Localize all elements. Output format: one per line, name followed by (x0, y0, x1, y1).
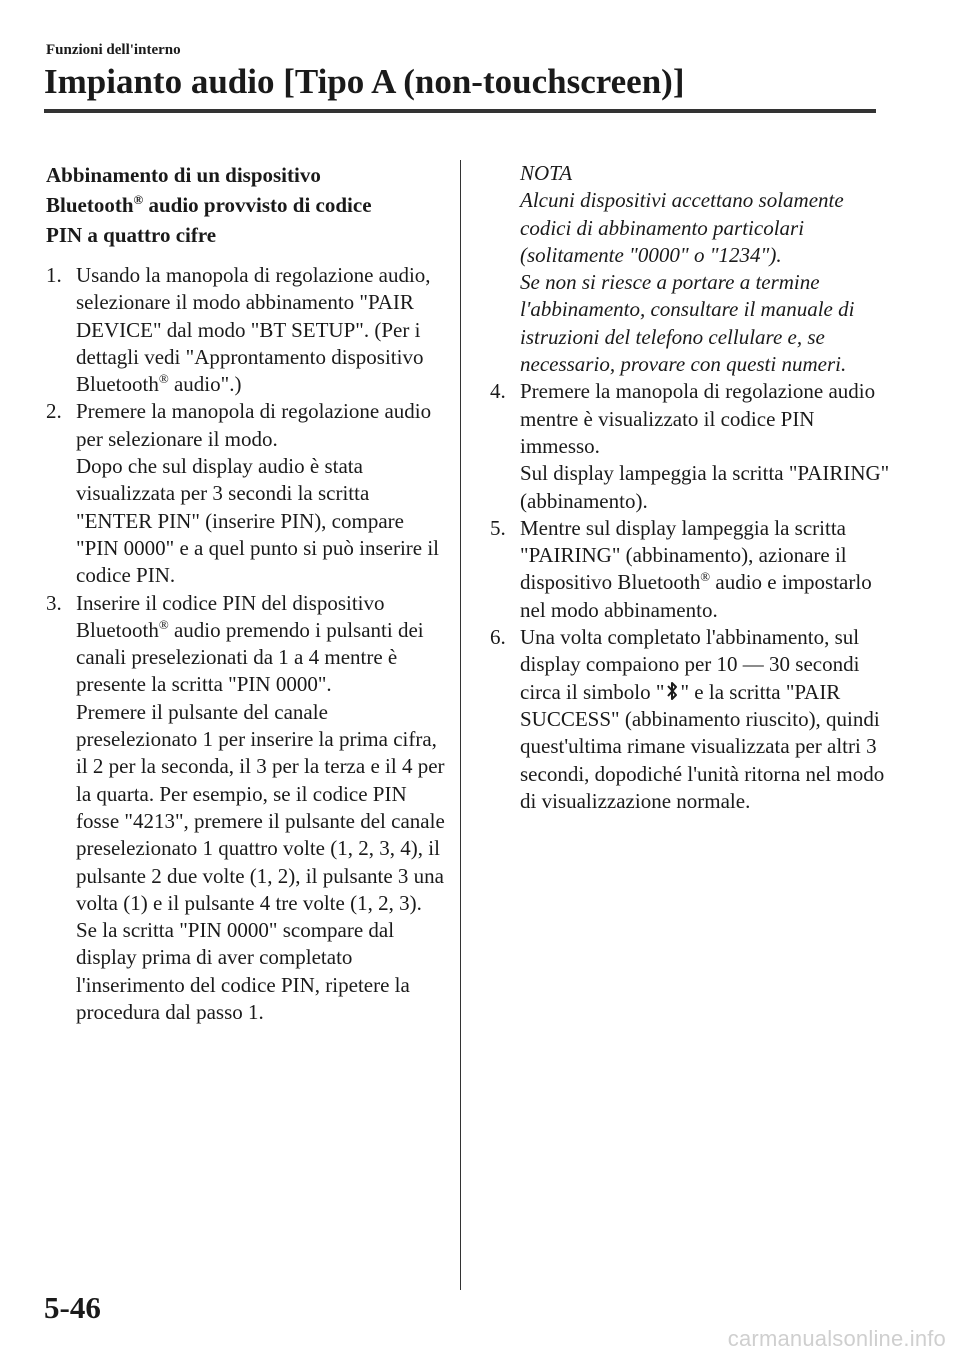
step-text: Premere la manopola di regolazione audio mentre è visualizzato il codice PIN immesso. (520, 379, 876, 458)
note-text: Alcuni dispositivi accettano solamente codici di abbinamento particolari (solitamente "0000" o "1234"). (520, 188, 844, 267)
heading-line-1: Abbinamento di un dispositivo (46, 163, 321, 187)
step-4 (490, 378, 890, 514)
column-divider (460, 160, 461, 1290)
step-text: Premere il pulsante del canale preselezionato 1 per inserire la prima cifra, il 2 per la seconda, il 3 per la terza e il 4 per la quarta. Per esempio, se il codice PIN fosse "4213", premere il pulsante del canale preselezionato 1 quattro volte (1, 2, 3, 4), il pulsante 2 due volte (1, 2), il pulsante 3 una volta (1) e il pulsante 4 tre volte (1, 2, 3). Se la scritta "PIN 0000" scompare dal display prima di aver completato l'inserimento del codice PIN, ripetere la procedura dal passo 1. (76, 699, 445, 1025)
step-number: 1. (46, 263, 62, 287)
heading-line-3: PIN a quattro cifre (46, 223, 217, 247)
note-title: NOTA (520, 161, 573, 185)
step-number: 3. (46, 590, 62, 615)
step-text: Premere la manopola di regolazione audio per selezionare il modo. (76, 399, 432, 451)
note-text: Se non si riesce a portare a termine l'abbinamento, consultare il manuale di istruzioni del telefono cellulare e, se necessario, provare con questi numeri. (520, 270, 855, 377)
step-text (520, 515, 890, 624)
registered-mark: ® (158, 371, 169, 387)
step-text-part: audio e impostarlo nel modo abbinamento. (520, 570, 872, 622)
step-text (76, 262, 446, 398)
step-2 (46, 398, 446, 589)
registered-mark: ® (700, 569, 711, 585)
step-text: Dopo che sul display audio è stata visualizzata per 3 secondi la scritta "ENTER PIN" (inserire PIN), compare "PIN 0000" e a quel punto si può inserire il codice PIN. (76, 454, 440, 588)
page-number: 5-46 (44, 1290, 101, 1325)
step-6 (490, 624, 890, 815)
step-number: 2. (46, 399, 62, 424)
step-text-part: " e la scritta "PAIR SUCCESS" (abbinamento riuscito), quindi quest'ultima rimane visualizzata per altri 3 secondi, dopodiché l'unità ritorna nel modo di visualizzazione normale. (520, 679, 885, 813)
step-3 (46, 590, 446, 1027)
bluetooth-icon (664, 681, 680, 701)
step-text-part: Mentre sul display lampeggia la scritta "PAIRING" (abbinamento), azionare il dispositivo Bluetooth (520, 515, 847, 595)
step-text-part: audio premendo i pulsanti dei canali preselezionati da 1 a 4 mentre è presente la scritta "PIN 0000". (76, 617, 424, 697)
step-text-part: Una volta completato l'abbinamento, sul display compaiono per 10 — 30 secondi circa il simbolo " (520, 625, 860, 704)
step-number: 4. (490, 379, 506, 404)
section-heading (46, 160, 446, 250)
step-text (76, 590, 446, 699)
page-title: Impianto audio [Tipo A (non-touchscreen)] (44, 62, 685, 101)
step-text: Sul display lampeggia la scritta "PAIRING" (abbinamento). (520, 461, 890, 513)
step-text (520, 624, 890, 815)
step-text-part: Usando la manopola di regolazione audio, selezionare il modo abbinamento "PAIR DEVICE" dal modo "BT SETUP". (Per i dettagli vedi "Approntamento dispositivo Bluetooth (76, 263, 431, 397)
step-1 (46, 262, 446, 398)
heading-line-2a: Bluetooth (46, 193, 134, 217)
note-box (490, 160, 890, 378)
step-text-part: audio".) (168, 372, 242, 397)
step-number: 5. (490, 515, 506, 540)
registered-mark: ® (133, 192, 144, 207)
watermark: carmanualsonline.info (727, 1326, 946, 1351)
left-column (46, 160, 446, 1026)
registered-mark: ® (158, 616, 169, 632)
step-5 (490, 515, 890, 624)
step-text-part: Inserire il codice PIN del dispositivo Bluetooth (76, 590, 385, 642)
step-number: 6. (490, 625, 506, 650)
right-column (490, 160, 890, 815)
heading-line-2b: audio provvisto di codice (143, 193, 372, 217)
section-label: Funzioni dell'interno (46, 42, 181, 58)
title-rule (44, 109, 876, 113)
